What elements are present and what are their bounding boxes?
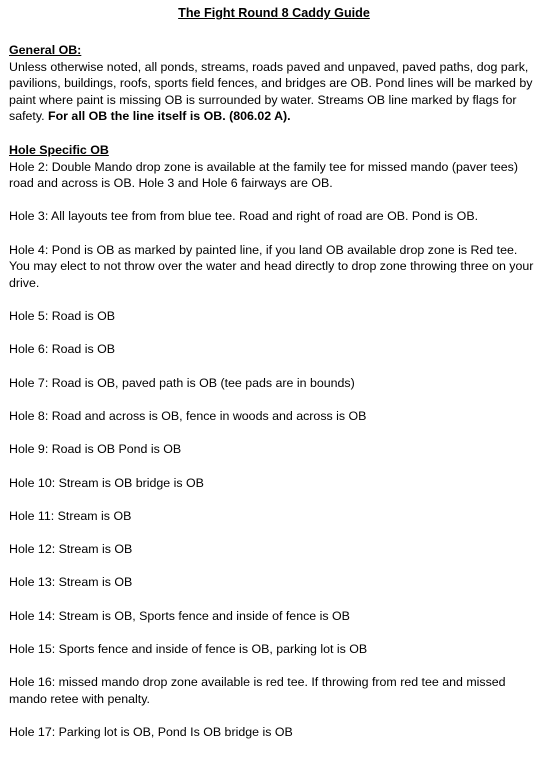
general-ob-bold-rule: For all OB the line itself is OB. (806.02 A). [48,109,291,124]
general-ob-section [9,42,539,125]
hole-13-rule: Hole 13: Stream is OB [9,575,133,590]
hole-6-rule: Hole 6: Road is OB [9,342,116,357]
hole-12-rule: Hole 12: Stream is OB [9,542,133,557]
hole-5-rule: Hole 5: Road is OB [9,309,116,324]
hole-specific-ob-heading: Hole Specific OB [9,142,109,157]
document-page [9,0,539,757]
hole-8-rule: Hole 8: Road and across is OB, fence in woods and across is OB [9,409,367,424]
hole-4-rule: Hole 4: Pond is OB as marked by painted line, if you land OB available drop zone is Red tee. You may elect to not throw over the water and head directly to drop zone throwing three on your drive. [9,242,534,290]
hole-11-rule: Hole 11: Stream is OB [9,508,132,523]
hole-7-rule: Hole 7: Road is OB, paved path is OB (tee pads are in bounds) [9,375,355,390]
hole-10-rule: Hole 10: Stream is OB bridge is OB [9,475,204,490]
hole-15-rule: Hole 15: Sports fence and inside of fence is OB, parking lot is OB [9,642,368,656]
hole-3-rule: Hole 3: All layouts tee from from blue tee. Road and right of road are OB. Pond is OB. [9,209,479,224]
hole-16-rule: Hole 16: missed mando drop zone available is red tee. If throwing from red tee and missed mando retee with penalty. [9,675,506,706]
hole-14-rule: Hole 14: Stream is OB, Sports fence and inside of fence is OB [9,608,350,623]
document-title: The Fight Round 8 Caddy Guide [178,6,370,20]
hole-specific-ob-section [9,142,539,741]
hole-9-rule: Hole 9: Road is OB Pond is OB [9,442,182,457]
general-ob-paragraph [9,59,539,125]
general-ob-text: Unless otherwise noted, all ponds, streams, roads paved and unpaved, paved paths, dog park, pavilions, buildings, roofs, sports field fences, and bridges are OB. Pond lines will be marked by paint where paint is missing OB is surrounded by water. Streams OB line marked by flags for safety. [9,59,533,124]
hole-17-rule: Hole 17: Parking lot is OB, Pond Is OB bridge is OB [9,725,293,740]
hole-2-rule: Hole 2: Double Mando drop zone is available at the family tee for missed mando (paver tees) road and across is OB. Hole 3 and Hole 6 fairways are OB. [9,159,518,191]
general-ob-heading: General OB: [9,43,82,57]
